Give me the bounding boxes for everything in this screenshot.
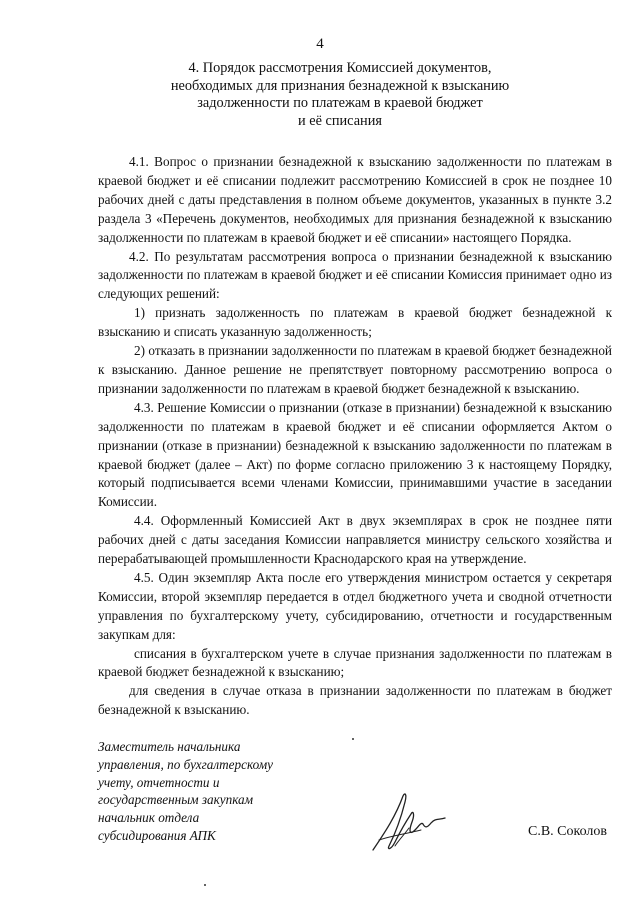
usage-item-information: для сведения в случае отказа в признании задолженности по платежам в бюджет безнадежной к взысканию. [98,683,612,718]
scan-speck [204,884,206,886]
paragraph-4-1: 4.1. Вопрос о признании безнадежной к взысканию задолженности по платежам в краевой бюджет и её списании подлежит рассмотрению Комиссией в срок не позднее 10 рабочих дней с даты представления в полном объеме документов, указанных в пункте 3.2 раздела 3 «Перечень документов, необходимых для признания безнадежной к взысканию задолженности по платежам в краевой бюджет и её списании» настоящего Порядка. [98,154,612,245]
signatory-title-line: государственным закупкам [98,792,254,808]
decision-option-2: 2) отказать в признании задолженности по платежам в краевой бюджет безнадежной к взысканию. Данное решение не препятствует повторному рассмотрению вопроса о признании задолженности по платежам в краевой бюджет безнадежной к взысканию. [98,343,612,396]
signatory-title-line: начальник отдела [98,810,200,826]
signatory-title-line: учету, отчетности и [98,774,220,790]
paragraph-4-2: 4.2. По результатам рассмотрения вопроса о признании безнадежной к взысканию задолженности по платежам в краевой бюджет и её списании Комиссия принимает одно из следующих решений: [98,248,612,302]
section-title-line: 4. Порядок рассмотрения Комиссией документов, [188,60,492,76]
section-title-line: необходимых для признания безнадежной к взысканию [170,77,510,94]
decision-option-1: 1) признать задолженность по платежам в краевой бюджет безнадежной к взысканию и списать указанную задолженность; [98,305,612,340]
signatory-title-line: Заместитель начальника [98,739,241,754]
signatory-title-line: субсидирования АПК [98,827,216,843]
paragraph-4-4: 4.4. Оформленный Комиссией Акт в двух экземплярах в срок не позднее пяти рабочих дней с даты заседания Комиссии направляется министру сельского хозяйства и перерабатывающей промышленности Краснодарского края на утверждение. [98,513,612,567]
signer-name: С.В. Соколов [528,824,608,839]
signatory-title-line: управления, по бухгалтерскому [98,756,273,772]
section-title [120,60,560,130]
page-number: 4 [316,36,324,52]
paragraph-4-5: 4.5. Один экземпляр Акта после его утверждения министром остается у секретаря Комиссии, второй экземпляр передается в отдел бюджетного учета и сводной отчетности управления по бухгалтерскому учету, субсидированию, отчетности и государственным закупкам для: [98,569,612,642]
paragraph-4-3: 4.3. Решение Комиссии о признании (отказе в признании) безнадежной к взысканию задолженности по платежам в краевой бюджет и её списании оформляется Актом о признании (отказе в признании) безнадежной к взысканию задолженности по платежам в краевой бюджет (далее – Акт) по форме согласно приложению 3 к настоящему Порядку, который подписывается всеми членами Комиссии, принимавшими участие в заседании Комиссии. [98,399,612,510]
section-title-line: и её списания [298,112,382,129]
signatory-title [98,738,273,845]
scan-speck [352,738,354,740]
section-title-line: задолженности по платежам в краевой бюджет [197,95,483,111]
body-text [98,153,612,720]
usage-item-write-off: списания в бухгалтерском учете в случае признания задолженности по платежам в краевой бюджет безнадежной к взысканию; [98,645,612,680]
handwritten-signature [365,790,450,855]
